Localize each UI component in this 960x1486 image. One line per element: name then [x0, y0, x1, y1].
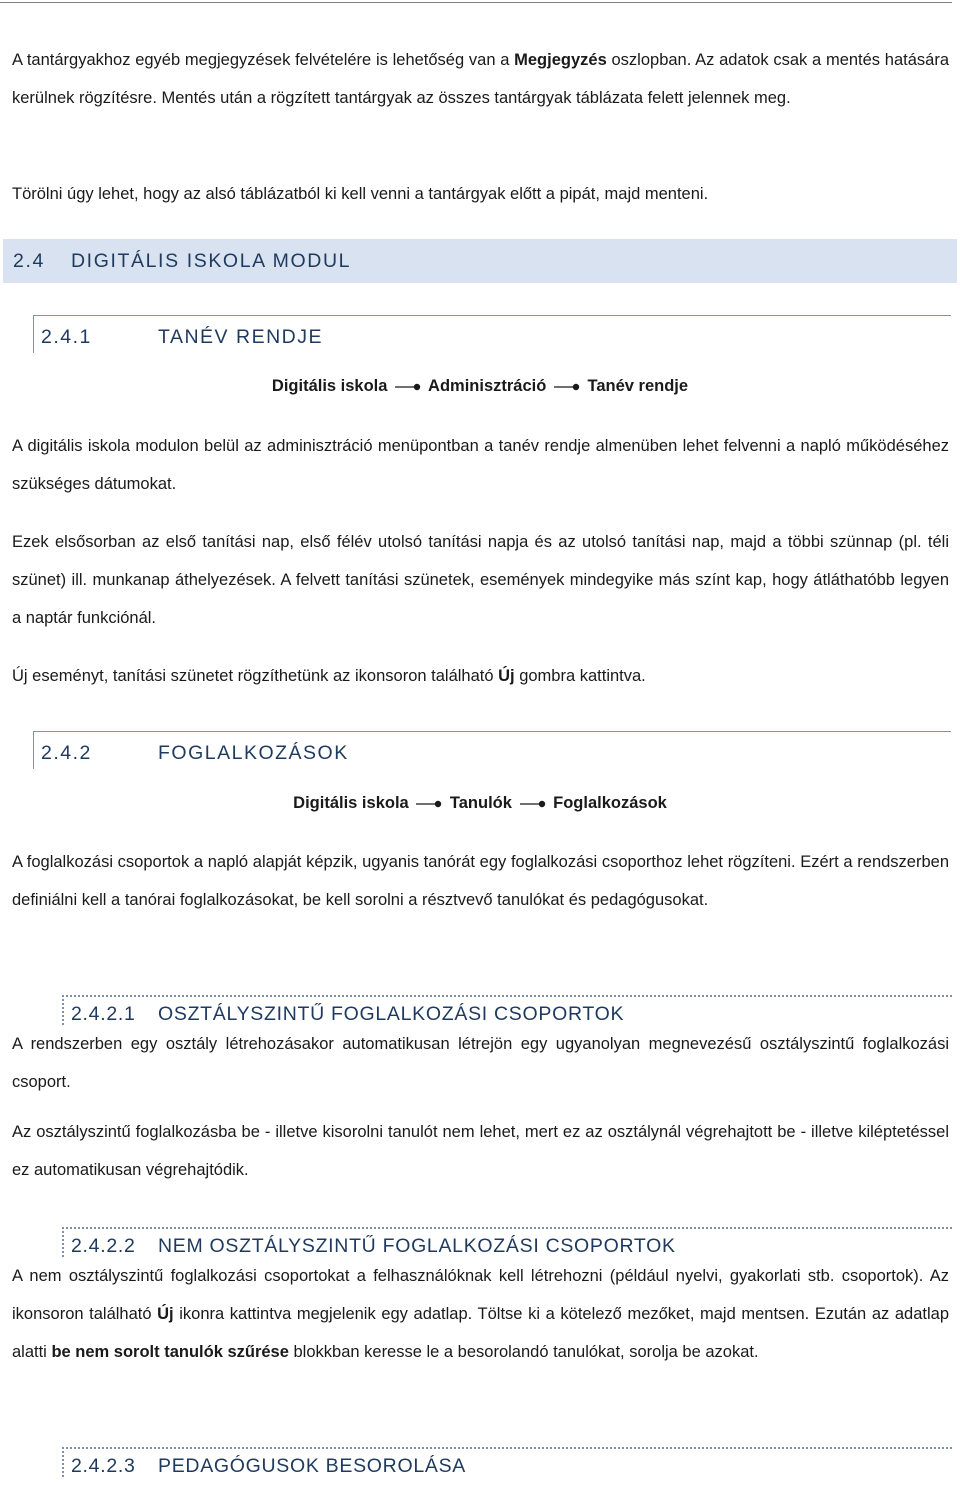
intro-paragraph-1: A tantárgyakhoz egyéb megjegyzések felvételére is lehetőség van a Megjegyzés oszlopban. Az adatok csak a mentés hatására kerülnek rögzítésre. Mentés után a rögzített tantárgyak az összes tantárgyak táblázata felett jelennek meg.	[12, 51, 949, 107]
section-number: 2.4.2.3	[71, 1455, 136, 1477]
section-heading-2-4-1	[33, 315, 951, 353]
section-title: PEDAGÓGUSOK BESOROLÁSA	[158, 1455, 466, 1477]
paragraph: A digitális iskola modulon belül az adminisztráció menüpontban a tanév rendje almenüben lehet felvenni a napló működéséhez szükséges dátumokat.	[12, 437, 949, 493]
paragraph: A nem osztályszintű foglalkozási csoportokat a felhasználóknak kell létrehozni (például nyelvi, gyakorlati stb. csoportok). Az ikonsoron található Új ikonra kattintva megjelenik egy adatlap. Töltse ki a kötelező mezőket, majd mentsen. Ezután az adatlap alatti be nem sorolt tanulók szűrése blokkban keresse le a besorolandó tanulókat, sorolja be azokat.	[12, 1267, 949, 1361]
breadcrumb-item: Foglalkozások	[553, 794, 667, 812]
arrow-right-icon	[393, 381, 423, 393]
section-heading-2-4-2-1	[62, 995, 952, 1025]
breadcrumb-item: Tanév rendje	[587, 377, 689, 395]
top-rule	[0, 2, 952, 3]
arrow-right-icon	[552, 381, 582, 393]
intro-paragraph-2: Törölni úgy lehet, hogy az alsó táblázatból ki kell venni a tantárgyak előtt a pipát, majd menteni.	[12, 185, 709, 203]
breadcrumb	[0, 374, 960, 398]
breadcrumb-item: Adminisztráció	[428, 377, 547, 395]
paragraph: Új eseményt, tanítási szünetet rögzíthetünk az ikonsoron található Új gombra kattintva.	[12, 667, 646, 685]
breadcrumb-item: Tanulók	[449, 794, 512, 812]
section-number: 2.4.2.2	[71, 1235, 136, 1257]
paragraph: Az osztályszintű foglalkozásba be - illetve kisorolni tanulót nem lehet, mert ez az osztálynál végrehajtott be - illetve kiléptetéssel ez automatikusan végrehajtódik.	[12, 1123, 949, 1179]
section-title: DIGITÁLIS ISKOLA MODUL	[71, 250, 352, 272]
section-title: FOGLALKOZÁSOK	[158, 742, 349, 764]
section-number: 2.4.1	[41, 326, 92, 348]
paragraph: A rendszerben egy osztály létrehozásakor automatikusan létrejön egy ugyanolyan megnevezésű osztályszintű foglalkozási csoport.	[12, 1035, 949, 1091]
section-number: 2.4.2	[41, 742, 92, 764]
arrow-right-icon	[414, 798, 444, 810]
arrow-right-icon	[518, 798, 548, 810]
section-title: OSZTÁLYSZINTŰ FOGLALKOZÁSI CSOPORTOK	[158, 1003, 625, 1025]
paragraph: Ezek elsősorban az első tanítási nap, első félév utolsó tanítási napja és az utolsó tanítási nap, majd a többi szünnap (pl. téli szünet) ill. munkanap áthelyezések. A felvett tanítási szünetek, események mindegyike más színt kap, hogy átláthatóbb legyen a naptár funkciónál.	[12, 533, 949, 627]
breadcrumb-item: Digitális iskola	[271, 377, 388, 395]
section-heading-2-4-2	[33, 731, 951, 769]
section-number: 2.4	[13, 250, 45, 272]
section-heading-2-4-2-2	[62, 1227, 952, 1257]
section-title: TANÉV RENDJE	[158, 326, 323, 348]
breadcrumb	[0, 791, 960, 815]
section-heading-2-4-2-3	[62, 1447, 952, 1477]
section-title: NEM OSZTÁLYSZINTŰ FOGLALKOZÁSI CSOPORTOK	[158, 1235, 676, 1257]
section-number: 2.4.2.1	[71, 1003, 136, 1025]
paragraph: A foglalkozási csoportok a napló alapját képzik, ugyanis tanórát egy foglalkozási csoporthoz lehet rögzíteni. Ezért a rendszerben definiálni kell a tanórai foglalkozásokat, be kell sorolni a résztvevő tanulókat és pedagógusokat.	[12, 853, 949, 909]
breadcrumb-item: Digitális iskola	[293, 794, 409, 812]
section-heading-2-4	[3, 239, 957, 283]
